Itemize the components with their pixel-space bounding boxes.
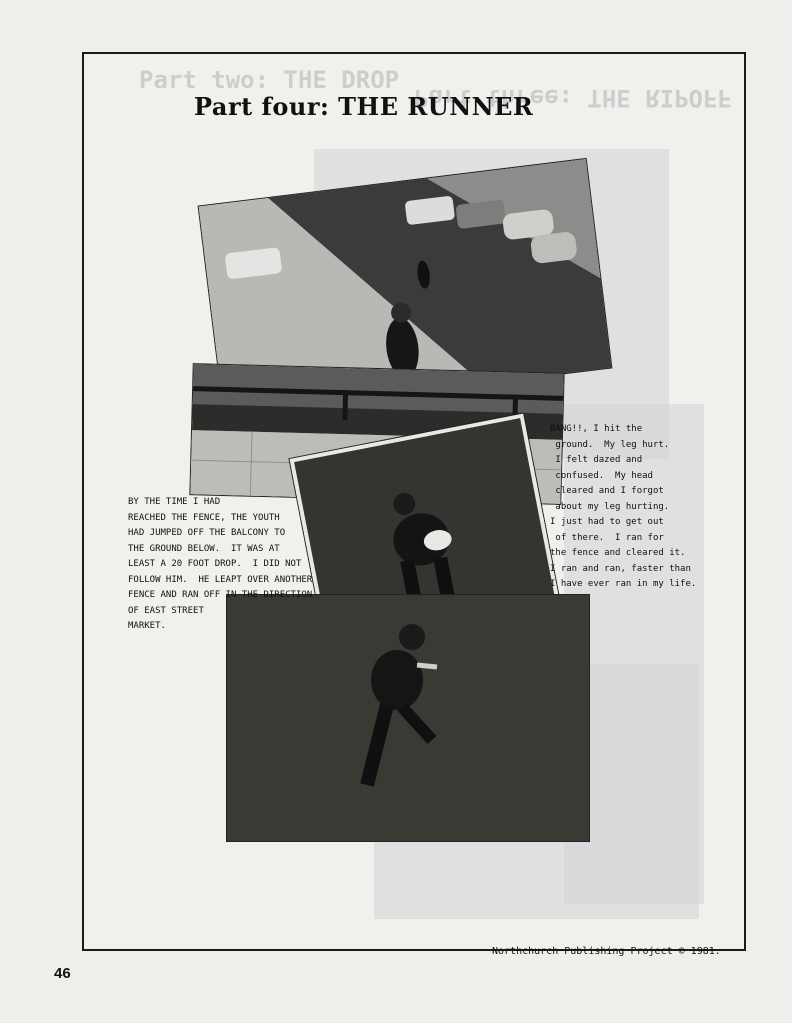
narrative-right: BANG!!, I hit the ground. My leg hurt. I felt dazed and confused. My head cleared and I forgot about my leg hurting. I just had to get out of there. I ran for the fence and cleared it. I ran and ran, faster than I have ever ran in my life. — [550, 424, 697, 589]
showthrough-heading: Part two: THE DROP — [139, 66, 400, 94]
page-number: 46 — [54, 965, 71, 982]
narrative-left: BY THE TIME I HAD REACHED THE FENCE, THE YOUTH HAD JUMPED OFF THE BALCONY TO THE GROUND BELOW. IT WAS AT LEAST A 20 FOOT DROP. I DID NOT FOLLOW HIM. HE LEAPT OVER ANOTHER FENCE AND RAN OFF IN THE DIRECTION OF EAST STREET MARKET. — [128, 497, 313, 631]
page-title: Part four: THE RUNNER — [194, 92, 534, 121]
publisher-credit: Northchurch Publishing Project © 1981. — [492, 946, 721, 957]
showthrough-heading: Part three: THE RIPOFF — [414, 84, 732, 112]
page-frame — [82, 52, 746, 957]
